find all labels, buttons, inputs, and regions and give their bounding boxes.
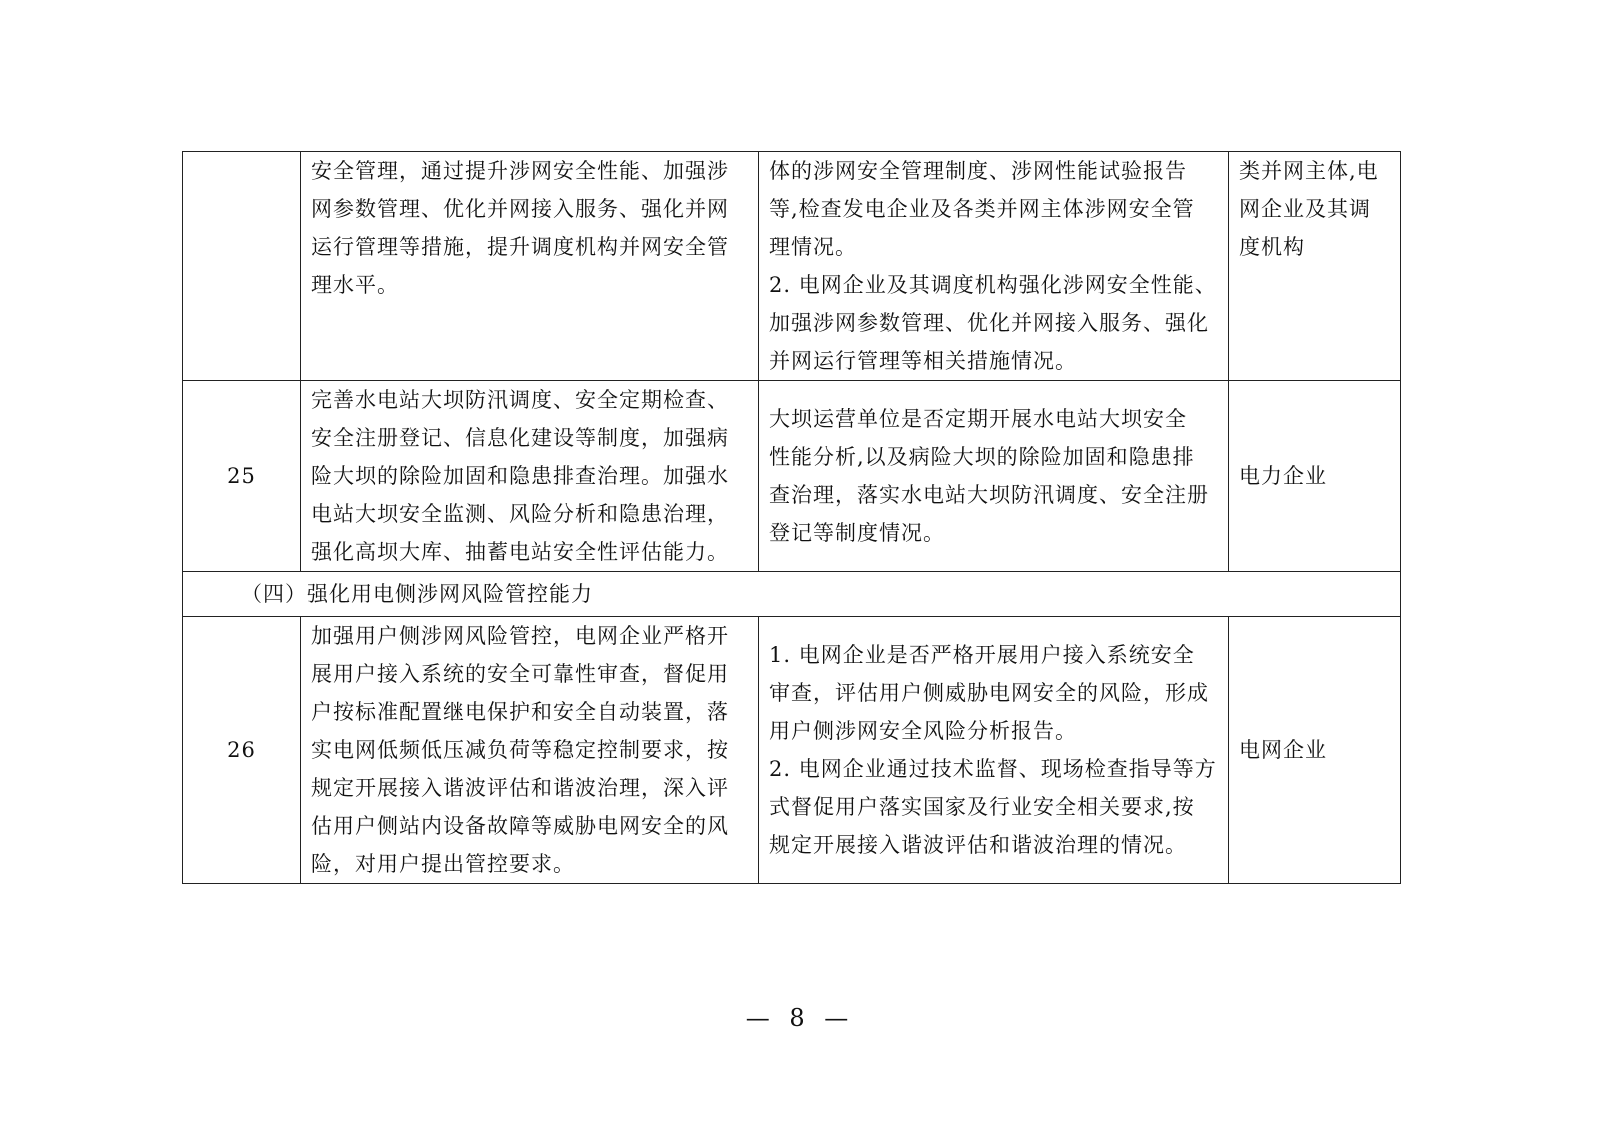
responsible-text: 电力企业 xyxy=(1239,464,1327,488)
section-row xyxy=(183,572,1401,617)
requirement-cell xyxy=(301,381,759,572)
requirement-cell xyxy=(301,152,759,381)
table-row xyxy=(183,381,1401,572)
requirement-text: 完善水电站大坝防汛调度、安全定期检查、 安全注册登记、信息化建设等制度，加强病 险大坝的除险加固和隐患排查治理。加强水 电站大坝安全监测、风险分析和隐患治理， 强化高坝大库、抽蓄电站安全性评估能力。 xyxy=(311,388,729,564)
section-title: （四）强化用电侧涉网风险管控能力 xyxy=(183,572,1401,617)
requirement-cell xyxy=(301,617,759,884)
requirement-text: 安全管理，通过提升涉网安全性能、加强涉 网参数管理、优化并网接入服务、强化并网 运行管理等措施，提升调度机构并网安全管 理水平。 xyxy=(311,159,729,297)
page-number: — 8 — xyxy=(745,1004,855,1032)
responsible-text: 类并网主体,电 网企业及其调 度机构 xyxy=(1239,159,1379,259)
row-number-cell: 25 xyxy=(183,381,301,572)
check-items-text: 1. 电网企业是否严格开展用户接入系统安全 审查，评估用户侧威胁电网安全的风险，形成 用户侧涉网安全风险分析报告。 2. 电网企业通过技术监督、现场检查指导等方 式督促用户落实国家及行业安全相关要求,按 规定开展接入谐波评估和谐波治理的情况。 xyxy=(769,643,1217,857)
table-row xyxy=(183,617,1401,884)
row-number-cell xyxy=(183,152,301,381)
check-items-cell xyxy=(759,617,1229,884)
check-items-text: 体的涉网安全管理制度、涉网性能试验报告 等,检查发电企业及各类并网主体涉网安全管 理情况。 2. 电网企业及其调度机构强化涉网安全性能、 加强涉网参数管理、优化并网接入服务、强化 并网运行管理等相关措施情况。 xyxy=(769,159,1217,373)
check-items-cell xyxy=(759,381,1229,572)
table-row xyxy=(183,152,1401,381)
responsible-cell xyxy=(1229,152,1401,381)
responsible-cell xyxy=(1229,381,1401,572)
responsible-text: 电网企业 xyxy=(1239,738,1327,762)
responsible-cell xyxy=(1229,617,1401,884)
row-number-cell: 26 xyxy=(183,617,301,884)
check-items-text: 大坝运营单位是否定期开展水电站大坝安全 性能分析,以及病险大坝的除险加固和隐患排 查治理，落实水电站大坝防汛调度、安全注册 登记等制度情况。 xyxy=(769,407,1209,545)
check-items-cell xyxy=(759,152,1229,381)
inspection-table xyxy=(182,151,1401,884)
requirement-text: 加强用户侧涉网风险管控，电网企业严格开 展用户接入系统的安全可靠性审查，督促用 户按标准配置继电保护和安全自动装置，落 实电网低频低压减负荷等稳定控制要求，按 规定开展接入谐波评估和谐波治理，深入评 估用户侧站内设备故障等威胁电网安全的风 险，对用户提出管控要求。 xyxy=(311,624,729,876)
